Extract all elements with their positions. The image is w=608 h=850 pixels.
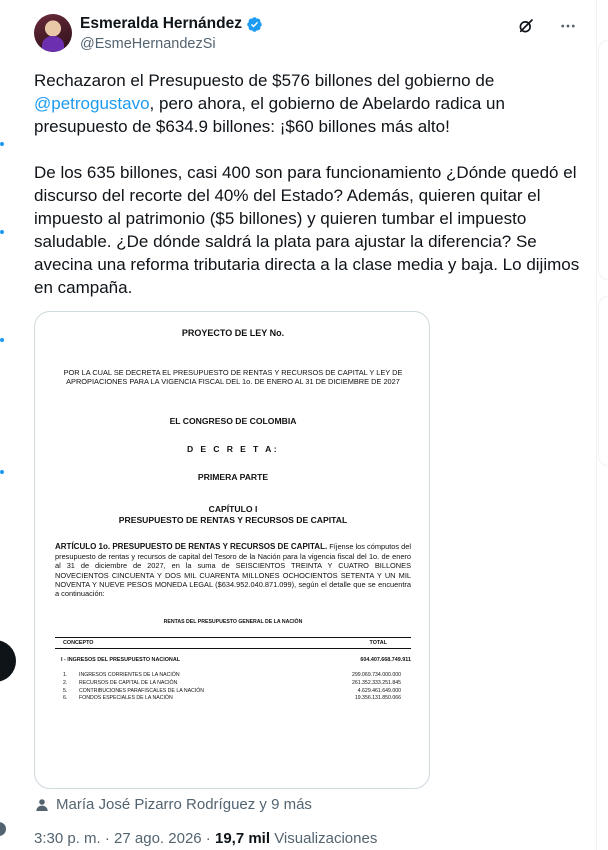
document-title: PROYECTO DE LEY No. [181, 328, 285, 338]
author-name-row[interactable] [80, 15, 263, 33]
article-body: Fíjense los cómputos del presupuesto de rentas y recursos de capital del Tesoro de la Nación para la vigencia fiscal del 1o. de enero al 31 de diciembre de 2027, en la suma de SEISCIENTOS TREINTA Y CUATRO BILLONES NOVECIENTOS CINCUENTA Y DOS MIL CUARENTA MILLONES OCHOCIENTOS SETENTA Y UN MIL NOVENTA Y NUEVE PESOS MONEDA LEGAL ($634.952.040.871.099), según el detalle que se encuentra a continuación: [55, 542, 411, 599]
sidebar-card [598, 40, 608, 280]
verified-badge-icon [246, 16, 263, 33]
tweet-time[interactable]: 3:30 p. m. [34, 830, 101, 847]
mention-link[interactable]: @petrogustavo [34, 94, 150, 113]
row-value: 19.356.131.850.066 [354, 695, 401, 702]
row-number: 1. [63, 672, 68, 679]
sidebar-card [598, 296, 608, 466]
avatar[interactable] [34, 14, 72, 52]
attached-document-image[interactable] [34, 311, 430, 789]
tweet-text-paragraph: De los 635 billones, casi 400 son para funcionamiento ¿Dónde quedó el discurso del recorte del 40% del Estado? Además, quieren quitar el impuesto al patrimonio ($5 billones) y quieren tumbar el impuesto saludable. ¿De dónde saldrá la plata para ajustar la diferencia? Se avecina una reforma tributaria directa a la clase media y baja. Lo dijimos en campaña. [34, 163, 584, 297]
total-label: I - INGRESOS DEL PRESUPUESTO NACIONAL [61, 656, 181, 663]
more-icon[interactable] [558, 16, 578, 36]
views-count[interactable]: 19,7 mil [214, 830, 271, 847]
document-part: PRIMERA PARTE [197, 472, 269, 483]
account-avatar[interactable] [0, 822, 6, 836]
document-congress: EL CONGRESO DE COLOMBIA [169, 416, 297, 427]
table-body [55, 672, 411, 702]
nav-indicator-dot [0, 470, 4, 474]
row-value: 299.069.734.000.000 [351, 672, 401, 679]
tweet-header [34, 14, 582, 56]
tweet [34, 14, 582, 847]
column-header-total: TOTAL [369, 639, 387, 646]
tweet-header-actions [516, 16, 578, 36]
table-row [55, 680, 411, 688]
tweet-text-part: Rechazaron el Presupuesto de $576 billones del gobierno de [34, 71, 499, 90]
author-block [80, 15, 263, 52]
row-concept: CONTRIBUCIONES PARAFISCALES DE LA NACIÓN [79, 687, 205, 694]
row-value: 4.629.461.649.000 [357, 687, 401, 694]
total-value: 604.407.668.749.911 [360, 656, 411, 663]
post-button[interactable] [0, 640, 16, 682]
row-concept: INGRESOS CORRIENTES DE LA NACIÓN [79, 672, 180, 679]
table-row [55, 672, 411, 680]
nav-indicator-dot [0, 142, 4, 146]
views-label[interactable]: Visualizaciones [270, 830, 378, 847]
chapter-number: CAPÍTULO I [208, 504, 258, 515]
document-article [55, 542, 411, 598]
author-name[interactable]: Esmeralda Hernández [80, 15, 242, 32]
document-subtitle: POR LA CUAL SE DECRETA EL PRESUPUESTO DE RENTAS Y RECURSOS DE CAPITAL Y LEY DE APROPIACIONES PARA LA VIGENCIA FISCAL DEL 1o. DE ENERO AL 31 DE DICIEMBRE DE 2027 [63, 368, 403, 387]
meta-separator: · [100, 830, 115, 847]
article-heading: ARTÍCULO 1o. PRESUPUESTO DE RENTAS Y RECURSOS DE CAPITAL. [55, 542, 328, 552]
tweet-text [34, 69, 582, 299]
document-page [55, 326, 411, 703]
row-value: 261.352.333.251.845 [351, 680, 401, 687]
tweet-text-part: , pero ahora, el gobierno de Abelardo radica un presupuesto de $634.9 billones: ¡$60 billones más alto! [34, 94, 510, 136]
left-navigation-rail [0, 0, 14, 850]
table-title: RENTAS DEL PRESUPUESTO GENERAL DE LA NACIÓN [163, 618, 303, 625]
right-sidebar [596, 0, 608, 850]
document-chapter [55, 504, 411, 526]
table-total-row [55, 657, 411, 665]
person-icon [34, 797, 50, 813]
tweet-date[interactable]: 27 ago. 2026 [114, 830, 202, 847]
meta-separator: · [201, 830, 215, 847]
row-number: 5. [63, 687, 68, 694]
tweet-metadata [34, 830, 582, 847]
row-concept: RECURSOS DE CAPITAL DE LA NACIÓN [79, 680, 178, 687]
table-row [55, 695, 411, 703]
column-header-concept: CONCEPTO [63, 639, 94, 646]
nav-indicator-dot [0, 338, 4, 342]
grok-icon[interactable] [516, 16, 536, 36]
chapter-title: PRESUPUESTO DE RENTAS Y RECURSOS DE CAPITAL [118, 515, 348, 526]
row-concept: FONDOS ESPECIALES DE LA NACIÓN [79, 695, 173, 702]
row-number: 6. [63, 695, 68, 702]
author-handle[interactable]: @EsmeHernandezSi [80, 36, 216, 52]
row-number: 2. [63, 680, 68, 687]
table-header [55, 637, 411, 649]
tagged-users[interactable] [34, 796, 582, 813]
tagged-users-label[interactable]: María José Pizarro Rodríguez y 9 más [56, 796, 312, 813]
document-decreta: D E C R E T A: [186, 444, 279, 455]
nav-indicator-dot [0, 230, 4, 234]
